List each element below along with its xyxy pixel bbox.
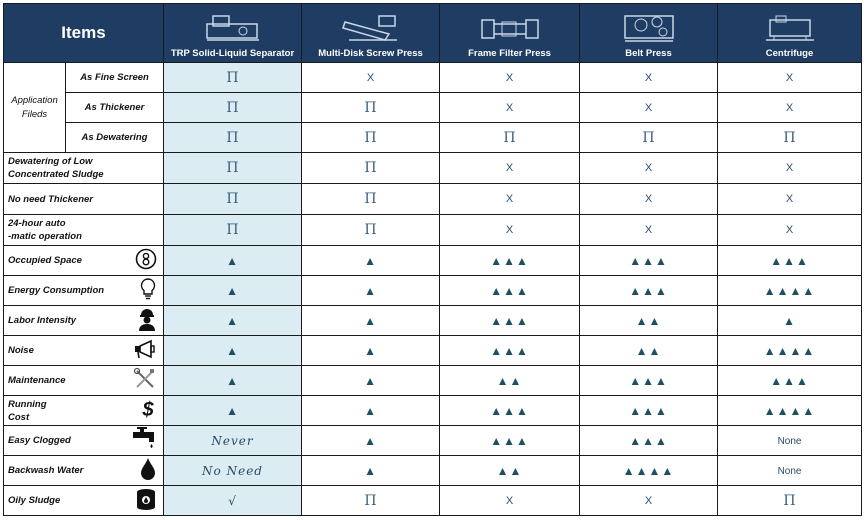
cell bbox=[302, 246, 440, 276]
col-title-centrifuge: Centrifuge bbox=[765, 48, 814, 59]
cell-value: X bbox=[366, 71, 375, 84]
cell-value: Π bbox=[364, 99, 377, 116]
cell-value: ▲ bbox=[364, 313, 377, 328]
cell bbox=[440, 276, 580, 306]
cell-value: Π bbox=[364, 191, 377, 207]
cell-value: Π bbox=[364, 492, 377, 509]
cell-value: ▲▲ bbox=[496, 373, 523, 388]
cell bbox=[440, 184, 580, 215]
cell bbox=[164, 276, 302, 306]
row-label-text bbox=[8, 398, 47, 424]
table-row bbox=[4, 93, 862, 123]
row-label-text bbox=[8, 374, 66, 387]
cell-value: ▲ bbox=[226, 253, 239, 268]
col-header-frame bbox=[440, 4, 580, 63]
row-label bbox=[4, 153, 164, 184]
cell bbox=[718, 184, 862, 215]
table-row bbox=[4, 153, 862, 184]
header-row bbox=[4, 4, 862, 63]
trp-separator-icon bbox=[203, 12, 263, 44]
row-label bbox=[4, 184, 164, 215]
cell bbox=[440, 426, 580, 456]
cell-value: ▲ bbox=[226, 313, 239, 328]
cell bbox=[164, 215, 302, 246]
cell-value: None bbox=[777, 435, 802, 447]
row-label-line: Oily Sludge bbox=[8, 495, 61, 506]
cell bbox=[580, 366, 718, 396]
row-label: As Dewatering bbox=[66, 123, 164, 153]
cell-value: Never bbox=[211, 433, 254, 448]
row-label-text bbox=[8, 155, 104, 181]
cell bbox=[580, 486, 718, 516]
cell bbox=[580, 276, 718, 306]
row-label-line: Easy Clogged bbox=[8, 435, 71, 446]
cell-value: X bbox=[785, 101, 794, 114]
cell-value: None bbox=[777, 465, 802, 477]
cell-value: X bbox=[505, 162, 514, 174]
col-title-trp: TRP Solid-Liquid Separator bbox=[170, 48, 295, 59]
cell-value: ▲▲▲▲ bbox=[763, 283, 816, 298]
row-label: As Thickener bbox=[66, 93, 164, 123]
cell-value: ▲▲ bbox=[635, 343, 662, 358]
cell-value: Π bbox=[226, 129, 239, 146]
cell bbox=[164, 123, 302, 153]
cell-value: X bbox=[505, 71, 514, 84]
cell-value: ▲▲ bbox=[496, 463, 523, 478]
row-label-text bbox=[8, 217, 82, 243]
table-row bbox=[4, 215, 862, 246]
cell-value: X bbox=[785, 224, 794, 236]
cell-value: ▲▲▲ bbox=[490, 313, 529, 328]
cell-value: ▲ bbox=[226, 343, 239, 358]
cell-value: No Need bbox=[202, 463, 263, 478]
cell bbox=[302, 93, 440, 123]
cell-value: ▲ bbox=[783, 313, 796, 328]
cell-value: ▲▲▲▲ bbox=[763, 403, 816, 418]
cell bbox=[580, 246, 718, 276]
col-title-screw: Multi-Disk Screw Press bbox=[318, 48, 423, 59]
cell bbox=[718, 396, 862, 426]
belt-press-icon bbox=[619, 10, 679, 44]
cell bbox=[580, 123, 718, 153]
table-row bbox=[4, 246, 862, 276]
cell-value: X bbox=[785, 162, 794, 174]
cell-value: √ bbox=[228, 493, 237, 508]
cell-value: Π bbox=[783, 129, 796, 146]
cell-value: X bbox=[505, 101, 514, 114]
cell-value: Π bbox=[226, 160, 239, 176]
cell-value: X bbox=[644, 162, 653, 174]
row-label bbox=[4, 396, 164, 426]
cell-value: ▲▲▲ bbox=[490, 403, 529, 418]
cell-value: Π bbox=[364, 222, 377, 238]
col-header-trp bbox=[164, 4, 302, 63]
cell bbox=[580, 426, 718, 456]
screw-press-icon bbox=[339, 12, 403, 44]
cell-value: X bbox=[505, 224, 514, 236]
cell bbox=[440, 456, 580, 486]
row-label-line: Maintenance bbox=[8, 375, 66, 386]
cell bbox=[440, 306, 580, 336]
row-label-line: -matic operation bbox=[8, 231, 82, 242]
table-row bbox=[4, 306, 862, 336]
cell bbox=[580, 63, 718, 93]
table-row bbox=[4, 426, 862, 456]
comparison-table bbox=[3, 3, 862, 516]
cell bbox=[718, 153, 862, 184]
area-icon bbox=[135, 248, 157, 274]
row-label-text bbox=[8, 254, 82, 267]
col-header-screw bbox=[302, 4, 440, 63]
cell bbox=[718, 336, 862, 366]
cell-value: ▲▲▲ bbox=[490, 253, 529, 268]
cell-value: ▲▲▲ bbox=[490, 283, 529, 298]
cell-value: ▲ bbox=[364, 343, 377, 358]
row-label-line: No need Thickener bbox=[8, 193, 93, 205]
cell-value: Π bbox=[783, 492, 796, 509]
cell bbox=[164, 93, 302, 123]
row-label-line: Backwash Water bbox=[8, 465, 84, 476]
cell-value: X bbox=[785, 71, 794, 84]
cell bbox=[440, 246, 580, 276]
cell bbox=[580, 336, 718, 366]
cell bbox=[302, 396, 440, 426]
cell-value: ▲ bbox=[226, 283, 239, 298]
cell bbox=[718, 456, 862, 486]
cell bbox=[580, 396, 718, 426]
cell bbox=[580, 306, 718, 336]
row-label-line: Dewatering of Low bbox=[8, 156, 93, 167]
row-label bbox=[4, 246, 164, 276]
tools-icon bbox=[133, 367, 157, 395]
cell-value: X bbox=[644, 224, 653, 236]
items-header: Items bbox=[4, 4, 164, 63]
cell-value: X bbox=[644, 71, 653, 84]
row-label bbox=[4, 276, 164, 306]
row-label-text bbox=[8, 494, 60, 507]
table-row bbox=[4, 276, 862, 306]
cell bbox=[440, 215, 580, 246]
application-group-label: Application Fileds bbox=[4, 63, 66, 153]
cell bbox=[164, 63, 302, 93]
cell-value: ▲▲▲ bbox=[629, 433, 668, 448]
row-label-line: Noise bbox=[8, 345, 34, 356]
cell-value: ▲▲▲▲ bbox=[763, 343, 816, 358]
cell bbox=[164, 153, 302, 184]
cell bbox=[302, 426, 440, 456]
table-row bbox=[4, 336, 862, 366]
cell bbox=[302, 215, 440, 246]
cell bbox=[302, 486, 440, 516]
cell-value: ▲▲▲ bbox=[770, 253, 809, 268]
cell-value: ▲ bbox=[226, 403, 239, 418]
cell bbox=[302, 366, 440, 396]
row-label-line: Energy Consumption bbox=[8, 285, 105, 296]
cell-value: X bbox=[644, 193, 653, 205]
cell-value: ▲▲▲ bbox=[770, 373, 809, 388]
cell bbox=[164, 486, 302, 516]
cell-value: X bbox=[785, 193, 794, 205]
cell-value: ▲▲▲ bbox=[629, 253, 668, 268]
cell bbox=[580, 153, 718, 184]
cell-value: ▲▲▲ bbox=[629, 283, 668, 298]
cell-value: ▲ bbox=[364, 433, 377, 448]
oil-barrel-icon bbox=[135, 487, 157, 515]
cell bbox=[302, 276, 440, 306]
cell-value: Π bbox=[642, 129, 655, 146]
filter-press-icon bbox=[478, 12, 542, 44]
cell-value: ▲▲▲ bbox=[490, 433, 529, 448]
cell bbox=[164, 426, 302, 456]
row-label-text bbox=[8, 464, 83, 477]
cell-value: X bbox=[644, 101, 653, 114]
table-row bbox=[4, 63, 862, 93]
cell bbox=[718, 93, 862, 123]
cell bbox=[718, 366, 862, 396]
row-label-text bbox=[8, 193, 93, 206]
cell-value: ▲▲▲▲ bbox=[622, 463, 675, 478]
cell bbox=[580, 93, 718, 123]
cell bbox=[718, 246, 862, 276]
cell bbox=[164, 306, 302, 336]
cell-value: Π bbox=[364, 160, 377, 176]
cell-value: Π bbox=[226, 222, 239, 238]
row-label-line: 24-hour auto bbox=[8, 218, 66, 229]
cell bbox=[302, 306, 440, 336]
cell-value: ▲ bbox=[364, 463, 377, 478]
megaphone-icon bbox=[133, 338, 157, 364]
cell bbox=[164, 336, 302, 366]
row-label bbox=[4, 306, 164, 336]
row-label: As Fine Screen bbox=[66, 63, 164, 93]
cell bbox=[718, 123, 862, 153]
row-label bbox=[4, 456, 164, 486]
lightbulb-icon bbox=[139, 277, 157, 305]
cell bbox=[164, 456, 302, 486]
cell-value: X bbox=[644, 494, 653, 507]
cell bbox=[440, 123, 580, 153]
cell bbox=[580, 456, 718, 486]
cell bbox=[718, 276, 862, 306]
worker-icon bbox=[137, 307, 157, 335]
row-label bbox=[4, 426, 164, 456]
svg-text:$: $ bbox=[142, 398, 154, 421]
cell-value: Π bbox=[226, 69, 239, 86]
cell bbox=[164, 366, 302, 396]
cell-value: ▲ bbox=[364, 283, 377, 298]
cell-value: X bbox=[505, 494, 514, 507]
cell bbox=[440, 93, 580, 123]
cell bbox=[440, 366, 580, 396]
row-label bbox=[4, 486, 164, 516]
cell bbox=[718, 63, 862, 93]
row-label-line: Occupied Space bbox=[8, 255, 82, 266]
cell bbox=[440, 396, 580, 426]
cell-value: ▲▲ bbox=[635, 313, 662, 328]
col-header-centrifuge bbox=[718, 4, 862, 63]
row-label-line: Running bbox=[8, 398, 47, 410]
cell bbox=[440, 336, 580, 366]
row-label-text bbox=[8, 314, 76, 327]
row-label bbox=[4, 336, 164, 366]
table-row bbox=[4, 123, 862, 153]
cell-value: ▲ bbox=[364, 403, 377, 418]
row-label-text bbox=[8, 434, 71, 447]
cell bbox=[302, 123, 440, 153]
water-drop-icon bbox=[139, 457, 157, 485]
cell bbox=[718, 215, 862, 246]
cell bbox=[302, 336, 440, 366]
cell bbox=[718, 486, 862, 516]
cell-value: Π bbox=[364, 129, 377, 146]
row-label-line: Cost bbox=[8, 411, 30, 423]
cell-value: Π bbox=[226, 191, 239, 207]
cell bbox=[302, 153, 440, 184]
col-title-frame: Frame Filter Press bbox=[468, 48, 551, 59]
cell-value: Π bbox=[226, 99, 239, 116]
centrifuge-icon bbox=[760, 12, 820, 44]
cell-value: Π bbox=[503, 129, 516, 146]
row-label-text bbox=[8, 284, 104, 297]
cell bbox=[580, 184, 718, 215]
table-row bbox=[4, 366, 862, 396]
cell bbox=[580, 215, 718, 246]
cell bbox=[718, 306, 862, 336]
cell bbox=[302, 63, 440, 93]
row-label-line: Labor Intensity bbox=[8, 315, 77, 326]
row-label-text bbox=[8, 344, 34, 357]
cell bbox=[440, 486, 580, 516]
cell-value: X bbox=[505, 193, 514, 205]
row-label bbox=[4, 215, 164, 246]
cell-value: ▲▲▲ bbox=[629, 373, 668, 388]
table-row bbox=[4, 396, 862, 426]
cell-value: ▲▲▲ bbox=[629, 403, 668, 418]
table-row bbox=[4, 486, 862, 516]
cell bbox=[440, 153, 580, 184]
cell-value: ▲ bbox=[364, 253, 377, 268]
cell bbox=[718, 426, 862, 456]
row-label-line: Concentrated Sludge bbox=[8, 169, 104, 180]
cell bbox=[164, 184, 302, 215]
faucet-icon bbox=[131, 427, 157, 455]
cell-value: ▲▲▲ bbox=[490, 343, 529, 358]
dollar-icon bbox=[139, 397, 157, 425]
cell-value: ▲ bbox=[226, 373, 239, 388]
cell bbox=[302, 184, 440, 215]
col-title-belt: Belt Press bbox=[625, 48, 672, 59]
cell bbox=[164, 246, 302, 276]
table-row bbox=[4, 184, 862, 215]
cell bbox=[302, 456, 440, 486]
cell-value: ▲ bbox=[364, 373, 377, 388]
row-label bbox=[4, 366, 164, 396]
cell bbox=[164, 396, 302, 426]
cell bbox=[440, 63, 580, 93]
col-header-belt bbox=[580, 4, 718, 63]
table-row bbox=[4, 456, 862, 486]
